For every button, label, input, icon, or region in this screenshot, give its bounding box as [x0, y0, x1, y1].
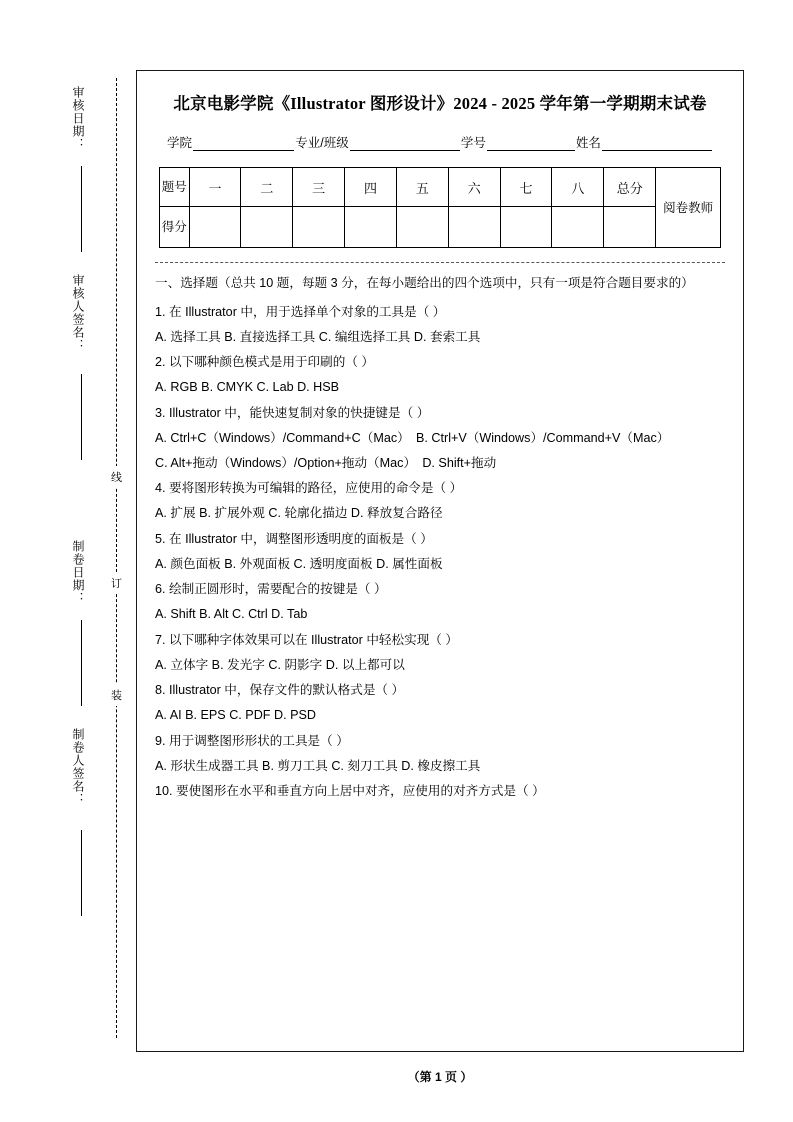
- field-input-student-id[interactable]: [487, 137, 575, 151]
- question-2: 2. 以下哪种颜色模式是用于印刷的（ ）: [155, 355, 375, 369]
- question-10: 10. 要使图形在水平和垂直方向上居中对齐，应使用的对齐方式是（ ）: [155, 784, 545, 798]
- field-label-major-class: 专业/班级: [295, 136, 349, 150]
- col-header-1: 一: [189, 168, 241, 207]
- question-4-options: A. 扩展 B. 扩展外观 C. 轮廓化描边 D. 释放复合路径: [155, 506, 443, 520]
- section-divider: [155, 262, 725, 263]
- score-cell-4[interactable]: [345, 207, 397, 248]
- left-margin-strip: [48, 78, 134, 1038]
- question-8: 8. Illustrator 中，保存文件的默认格式是（ ）: [155, 683, 405, 697]
- row-header-score: 得分: [160, 207, 190, 248]
- col-header-2: 二: [241, 168, 293, 207]
- exam-content: [153, 273, 727, 799]
- question-4: 4. 要将图形转换为可编辑的路径，应使用的命令是（ ）: [155, 481, 463, 495]
- question-9-options: A. 形状生成器工具 B. 剪刀工具 C. 刻刀工具 D. 橡皮擦工具: [155, 758, 481, 773]
- question-3-options-ab: A. Ctrl+C（Windows）/Command+C（Mac） B. Ctrl+V（Windows）/Command+V（Mac）: [155, 430, 670, 445]
- score-cell-total[interactable]: [604, 207, 656, 248]
- question-1-options: A. 选择工具 B. 直接选择工具 C. 编组选择工具 D. 套索工具: [155, 329, 481, 344]
- page-title: 北京电影学院《Illustrator 图形设计》2024 - 2025 学年第一学期期末试卷: [173, 94, 707, 113]
- paper-sign-blank: [81, 830, 82, 916]
- score-cell-7[interactable]: [500, 207, 552, 248]
- exam-paper: [136, 70, 744, 1084]
- review-date-label: 审核日期：: [71, 86, 85, 151]
- section-heading: 一、选择题（总共 10 题，每题 3 分，在每小题给出的四个选项中，只有一项是符合题目要求的）: [155, 276, 694, 290]
- paper-date-label: 制卷日期：: [71, 540, 85, 605]
- question-6: 6. 绘制正圆形时，需要配合的按键是（ ）: [155, 582, 387, 596]
- paper-date-blank: [81, 620, 82, 706]
- field-label-college: 学院: [167, 136, 193, 150]
- student-info-line: [153, 133, 727, 151]
- score-cell-2[interactable]: [241, 207, 293, 248]
- question-3: 3. Illustrator 中，能快速复制对象的快捷键是（ ）: [155, 405, 430, 420]
- score-cell-3[interactable]: [293, 207, 345, 248]
- seal-char-line: 线: [110, 466, 123, 488]
- question-5-options: A. 颜色面板 B. 外观面板 C. 透明度面板 D. 属性面板: [155, 556, 443, 571]
- question-5: 5. 在 Illustrator 中，调整图形透明度的面板是（ ）: [155, 531, 433, 546]
- table-row-scores: [160, 207, 721, 248]
- row-header-question-no: 题号: [160, 168, 190, 207]
- reviewer-sign-blank: [81, 374, 82, 460]
- seal-char-bind: 装: [110, 684, 123, 706]
- field-input-major-class[interactable]: [350, 137, 460, 151]
- question-8-options: A. AI B. EPS C. PDF D. PSD: [155, 708, 316, 722]
- question-7-options: A. 立体字 B. 发光字 C. 阴影字 D. 以上都可以: [155, 657, 405, 672]
- col-header-7: 七: [500, 168, 552, 207]
- table-row-question-numbers: [160, 168, 721, 207]
- question-1: 1. 在 Illustrator 中，用于选择单个对象的工具是（ ）: [155, 304, 446, 319]
- field-label-name: 姓名: [575, 136, 601, 150]
- col-header-5: 五: [396, 168, 448, 207]
- question-2-options: A. RGB B. CMYK C. Lab D. HSB: [155, 380, 340, 394]
- col-header-3: 三: [293, 168, 345, 207]
- score-cell-5[interactable]: [396, 207, 448, 248]
- field-input-name[interactable]: [602, 137, 712, 151]
- col-header-teacher: 阅卷教师: [656, 168, 721, 248]
- seal-char-staple: 订: [110, 572, 123, 594]
- field-input-college[interactable]: [193, 137, 294, 151]
- col-header-6: 六: [448, 168, 500, 207]
- score-cell-1[interactable]: [189, 207, 241, 248]
- question-6-options: A. Shift B. Alt C. Ctrl D. Tab: [155, 607, 308, 621]
- col-header-8: 八: [552, 168, 604, 207]
- page-number: （第 1 页 ）: [407, 1070, 473, 1084]
- question-3-options-cd: C. Alt+拖动（Windows）/Option+拖动（Mac） D. Shift+拖动: [155, 455, 497, 470]
- fold-dashed-line: [116, 78, 117, 1038]
- review-date-blank: [81, 166, 82, 252]
- paper-sign-label: 制卷人签名：: [71, 728, 85, 806]
- score-cell-6[interactable]: [448, 207, 500, 248]
- reviewer-sign-label: 审核人签名：: [71, 274, 85, 352]
- question-7: 7. 以下哪种字体效果可以在 Illustrator 中轻松实现（ ）: [155, 632, 458, 647]
- score-cell-8[interactable]: [552, 207, 604, 248]
- col-header-4: 四: [345, 168, 397, 207]
- col-header-total: 总分: [604, 168, 656, 207]
- field-label-student-id: 学号: [460, 136, 486, 150]
- score-table: [159, 167, 721, 248]
- question-9: 9. 用于调整图形形状的工具是（ ）: [155, 733, 349, 748]
